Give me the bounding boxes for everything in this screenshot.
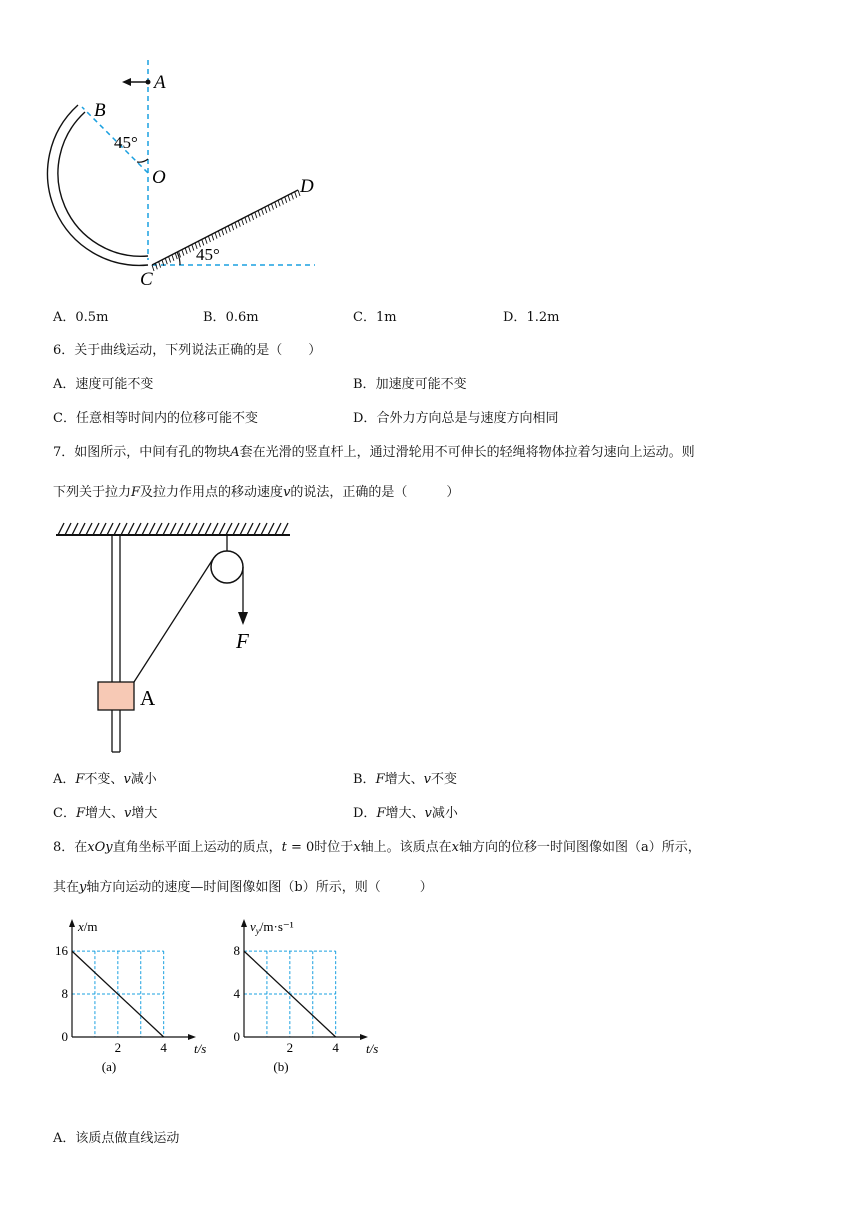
ceiling-hatch-mark bbox=[275, 523, 281, 535]
hatch-mark bbox=[268, 205, 270, 211]
ceiling-hatch-mark bbox=[198, 523, 204, 535]
hatch-mark bbox=[245, 217, 247, 223]
q7-option-b: B．F增大、v不变 bbox=[353, 772, 457, 787]
fig7-label-f: F bbox=[236, 629, 249, 653]
x-tick-label: 4 bbox=[160, 1040, 167, 1055]
ceiling-hatch-mark bbox=[184, 523, 190, 535]
x-axis-label: t/s bbox=[194, 1041, 207, 1056]
chart-a-displacement-time bbox=[50, 915, 207, 1085]
hatch-mark bbox=[155, 263, 157, 269]
ceiling-hatch-mark bbox=[86, 523, 92, 535]
ceiling-hatch-mark bbox=[58, 523, 64, 535]
circular-track-outer bbox=[48, 105, 148, 265]
y-tick-label: 4 bbox=[233, 986, 240, 1002]
hatch-mark bbox=[271, 204, 273, 210]
y-axis-arrowhead bbox=[69, 919, 75, 927]
y-axis-label: $v_y/m\cdot s^{-1}$ bbox=[250, 919, 294, 936]
hatch-mark bbox=[205, 238, 207, 244]
hatch-mark bbox=[175, 253, 177, 259]
y-tick-label: 8 bbox=[233, 943, 240, 959]
ceiling-hatch-mark bbox=[100, 523, 106, 535]
hatch-mark bbox=[165, 258, 167, 264]
figure-pulley-block bbox=[50, 515, 300, 760]
q6-option-d: D．合外力方向总是与速度方向相同 bbox=[353, 411, 559, 426]
ceiling-hatch-mark bbox=[205, 523, 211, 535]
q8-stem-line2: 其在y轴方向运动的速度—时间图像如图（b）所示，则（ ） bbox=[53, 880, 433, 895]
ceiling-hatch-mark bbox=[212, 523, 218, 535]
q5-option-d: D．1.2m bbox=[503, 310, 560, 325]
x-tick-label: 4 bbox=[332, 1040, 339, 1055]
q7-option-d: D．F增大、v减小 bbox=[353, 806, 458, 821]
hatch-mark bbox=[262, 209, 264, 215]
q5-option-c: C．1m bbox=[353, 310, 397, 325]
hatch-mark bbox=[172, 255, 174, 261]
hatch-mark bbox=[242, 219, 244, 225]
q6-stem: 6．关于曲线运动，下列说法正确的是（ ） bbox=[53, 343, 322, 358]
incline-hatching bbox=[152, 190, 300, 271]
hatch-mark bbox=[248, 216, 250, 222]
angle-label-bottom: 45° bbox=[196, 245, 220, 264]
ceiling-hatching bbox=[58, 523, 288, 535]
ceiling-hatch-mark bbox=[72, 523, 78, 535]
ceiling-hatch-mark bbox=[114, 523, 120, 535]
q6-option-c: C．任意相等时间内的位移可能不变 bbox=[53, 411, 258, 426]
force-arrowhead bbox=[238, 612, 248, 625]
label-d: D bbox=[300, 176, 314, 197]
label-o: O bbox=[152, 167, 166, 188]
ceiling-hatch-mark bbox=[177, 523, 183, 535]
hatch-mark bbox=[281, 199, 283, 205]
hatch-mark bbox=[159, 262, 161, 268]
hatch-mark bbox=[275, 202, 277, 208]
hatch-mark bbox=[169, 256, 171, 262]
x-tick-label: 2 bbox=[286, 1040, 294, 1055]
q8-option-a: A．该质点做直线运动 bbox=[53, 1131, 180, 1146]
label-a: A bbox=[154, 72, 166, 93]
hatch-mark bbox=[255, 212, 257, 218]
chart-b-velocity-time bbox=[222, 915, 379, 1085]
ceiling-hatch-mark bbox=[219, 523, 225, 535]
hatch-mark bbox=[189, 246, 191, 252]
y-axis-arrowhead bbox=[241, 919, 247, 927]
fig7-label-a: A bbox=[140, 686, 156, 710]
q6-option-b: B．加速度可能不变 bbox=[353, 377, 467, 392]
ceiling-hatch-mark bbox=[128, 523, 134, 535]
ceiling-hatch-mark bbox=[121, 523, 127, 535]
x-tick-label: 2 bbox=[114, 1040, 122, 1055]
ceiling-hatch-mark bbox=[163, 523, 169, 535]
y-axis-label: x/m bbox=[78, 919, 98, 934]
hatch-mark bbox=[288, 195, 290, 201]
hatch-mark bbox=[235, 222, 237, 228]
y-tick-label: 8 bbox=[61, 986, 68, 1002]
chart-caption: (b) bbox=[273, 1059, 289, 1074]
hatch-mark bbox=[295, 192, 297, 198]
ceiling-hatch-mark bbox=[240, 523, 246, 535]
ceiling-hatch-mark bbox=[156, 523, 162, 535]
hatch-mark bbox=[218, 231, 220, 237]
ceiling-hatch-mark bbox=[93, 523, 99, 535]
hatch-mark bbox=[208, 236, 210, 242]
velocity-arrowhead-a bbox=[122, 78, 131, 86]
hatch-mark bbox=[212, 234, 214, 240]
ceiling-hatch-mark bbox=[261, 523, 267, 535]
hatch-mark bbox=[278, 200, 280, 206]
chart-caption: (a) bbox=[101, 1059, 117, 1074]
hatch-mark bbox=[182, 250, 184, 256]
ceiling-hatch-mark bbox=[254, 523, 260, 535]
ceiling-hatch-mark bbox=[226, 523, 232, 535]
hatch-mark bbox=[232, 224, 234, 230]
hatch-mark bbox=[291, 193, 293, 199]
ceiling-hatch-mark bbox=[268, 523, 274, 535]
hatch-mark bbox=[222, 229, 224, 235]
y-tick-label: 16 bbox=[55, 943, 68, 959]
hatch-mark bbox=[192, 245, 194, 251]
figure-circular-track-incline bbox=[40, 60, 340, 300]
rope-to-block bbox=[134, 559, 213, 682]
label-c: C bbox=[140, 269, 153, 290]
angle-label-top: 45° bbox=[114, 133, 138, 152]
q7-stem-line2: 下列关于拉力F及拉力作用点的移动速度v的说法，正确的是（ ） bbox=[53, 485, 460, 500]
pulley bbox=[211, 551, 243, 583]
hatch-mark bbox=[265, 207, 267, 213]
x-axis-arrowhead bbox=[188, 1034, 196, 1040]
ceiling-hatch-mark bbox=[65, 523, 71, 535]
ceiling-hatch-mark bbox=[107, 523, 113, 535]
hatch-mark bbox=[238, 221, 240, 227]
ceiling-hatch-mark bbox=[282, 523, 288, 535]
ceiling-hatch-mark bbox=[149, 523, 155, 535]
hatch-mark bbox=[185, 248, 187, 254]
q5-option-b: B．0.6m bbox=[203, 310, 259, 325]
q8-stem-line1: 8．在xOy直角坐标平面上运动的质点，t = 0时位于x轴上。该质点在x轴方向的位移一时间图像如图（a）所示， bbox=[53, 840, 701, 855]
hatch-mark bbox=[285, 197, 287, 203]
q6-option-a: A．速度可能不变 bbox=[53, 377, 154, 392]
q5-option-a: A．0.5m bbox=[53, 310, 109, 325]
hatch-mark bbox=[252, 214, 254, 220]
angle-arc-top bbox=[137, 159, 148, 162]
x-axis-arrowhead bbox=[360, 1034, 368, 1040]
hatch-mark bbox=[258, 210, 260, 216]
y-tick-label: 0 bbox=[233, 1029, 240, 1044]
hatch-mark bbox=[215, 233, 217, 239]
block-a bbox=[98, 682, 134, 710]
ceiling-hatch-mark bbox=[170, 523, 176, 535]
ceiling-hatch-mark bbox=[191, 523, 197, 535]
ceiling-hatch-mark bbox=[233, 523, 239, 535]
y-tick-label: 0 bbox=[61, 1029, 68, 1044]
label-b: B bbox=[94, 100, 106, 121]
ceiling-hatch-mark bbox=[247, 523, 253, 535]
q7-option-c: C．F增大、v增大 bbox=[53, 806, 158, 821]
ceiling-hatch-mark bbox=[79, 523, 85, 535]
ceiling-hatch-mark bbox=[135, 523, 141, 535]
hatch-mark bbox=[225, 228, 227, 234]
q7-option-a: A．F不变、v减小 bbox=[53, 772, 157, 787]
x-axis-label: t/s bbox=[366, 1041, 379, 1056]
hatch-mark bbox=[228, 226, 230, 232]
q7-stem-line1: 7．如图所示，中间有孔的物块A套在光滑的竖直杆上，通过滑轮用不可伸长的轻绳将物体拉着匀速向上运动。则 bbox=[53, 445, 695, 460]
point-a-dot bbox=[146, 80, 151, 85]
ceiling-hatch-mark bbox=[142, 523, 148, 535]
